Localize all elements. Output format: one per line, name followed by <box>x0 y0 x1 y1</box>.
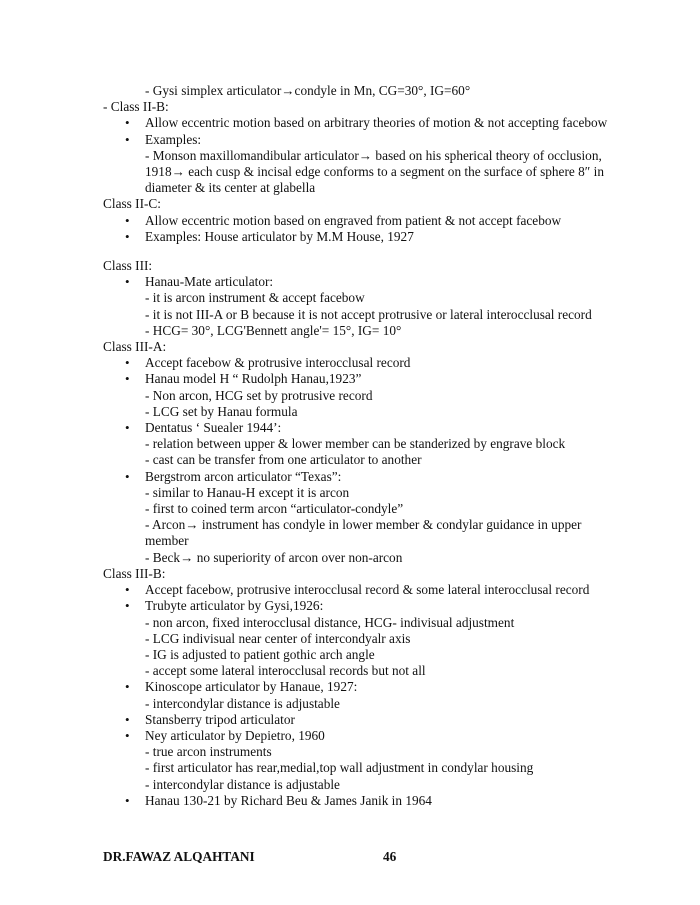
bullet-text: • Allow eccentric motion based on engraved from patient & not accept facebow <box>145 212 562 228</box>
sub-item: - true arcon instruments <box>145 744 272 760</box>
bullet-item <box>145 132 623 148</box>
sub-item: - it is arcon instrument & accept facebow <box>145 290 365 306</box>
sub-item: - Beck→ no superiority of arcon over non-arcon <box>145 549 403 565</box>
sub-item: - first articulator has rear,medial,top wall adjustment in condylar housing <box>145 760 534 776</box>
bullet-text: • Kinoscope articulator by Hanaue, 1927: <box>145 679 358 695</box>
bullet-item <box>145 712 623 728</box>
bullet-item <box>145 355 623 371</box>
sub-item: - IG is adjusted to patient gothic arch angle <box>145 646 375 662</box>
bullet-text: • Accept facebow, protrusive interocclusal record & some lateral interocclusal record <box>145 582 590 598</box>
bullet-text: • Examples: <box>145 131 202 147</box>
bullet-text: • Dentatus ‘ Suealer 1944’: <box>145 420 282 436</box>
sub-item: - Gysi simplex articulator→condyle in Mn, CG=30°, IG=60° <box>145 83 471 98</box>
sub-item: - Non arcon, HCG set by protrusive record <box>145 387 373 403</box>
sub-item: - first to coined term arcon “articulator-condyle” <box>145 501 404 517</box>
section-heading: Class III: <box>103 258 153 274</box>
footer-author: DR.FAWAZ ALQAHTANI <box>103 849 255 864</box>
bullet-item <box>145 274 623 290</box>
bullet-text: • Accept facebow & protrusive interocclusal record <box>145 355 411 371</box>
bullet-text: • Stansberry tripod articulator <box>145 711 295 727</box>
bullet-item <box>145 582 623 598</box>
section-heading: - Class II-B: <box>103 99 169 115</box>
sub-item: - intercondylar distance is adjustable <box>145 776 340 792</box>
bullet-text: • Hanau model H “ Rudolph Hanau,1923” <box>145 371 362 387</box>
bullet-text: • Bergstrom arcon articulator “Texas”: <box>145 468 342 484</box>
bullet-item <box>145 469 623 485</box>
bullet-item <box>145 679 623 695</box>
sub-item: - Monson maxillomandibular articulator→ based on his spherical theory of occlusion, 1918→ each cusp & incisal edge conforms to a segment on the surface of sphere 8″ in diameter & its center at glabella <box>145 147 604 196</box>
bullet-text: • Examples: House articulator by M.M House, 1927 <box>145 228 414 244</box>
sub-item: - LCG indivisual near center of intercondyalr axis <box>145 630 411 646</box>
sub-item: - it is not III-A or B because it is not accept protrusive or lateral interocclusal record <box>145 306 592 322</box>
paragraph-gap <box>103 245 623 258</box>
section-heading: Class III-B: <box>103 565 166 581</box>
bullet-text: • Trubyte articulator by Gysi,1926: <box>145 598 324 614</box>
page-footer <box>103 849 603 865</box>
bullet-item <box>145 420 623 436</box>
bullet-text: • Hanau 130-21 by Richard Beu & James Janik in 1964 <box>145 792 432 808</box>
sub-item: - similar to Hanau-H except it is arcon <box>145 484 350 500</box>
bullet-item <box>145 213 623 229</box>
bullet-item <box>145 229 623 245</box>
sub-item: - relation between upper & lower member can be standerized by engrave block <box>145 436 566 452</box>
page-number: 46 <box>383 849 397 864</box>
bullet-text: • Ney articulator by Depietro, 1960 <box>145 727 325 743</box>
sub-item: - Arcon→ instrument has condyle in lower member & condylar guidance in upper member <box>145 517 582 549</box>
section-heading: Class III-A: <box>103 339 167 355</box>
sub-item: - cast can be transfer from one articulator to another <box>145 452 422 468</box>
document-body <box>103 83 623 809</box>
section-heading: Class II-C: <box>103 196 161 212</box>
bullet-item <box>145 115 623 131</box>
sub-item: - HCG= 30°, LCG'Bennett angle'= 15°, IG= 10° <box>145 322 402 338</box>
sub-item: - accept some lateral interocclusal records but not all <box>145 663 426 679</box>
bullet-text: • Allow eccentric motion based on arbitrary theories of motion & not accepting facebow <box>145 115 608 131</box>
sub-item: - LCG set by Hanau formula <box>145 403 298 419</box>
bullet-item <box>145 371 623 387</box>
bullet-item <box>145 598 623 614</box>
bullet-item <box>145 728 623 744</box>
sub-item: - intercondylar distance is adjustable <box>145 695 340 711</box>
bullet-item <box>145 793 623 809</box>
bullet-text: • Hanau-Mate articulator: <box>145 274 274 290</box>
sub-item: - non arcon, fixed interocclusal distance, HCG- indivisual adjustment <box>145 614 515 630</box>
